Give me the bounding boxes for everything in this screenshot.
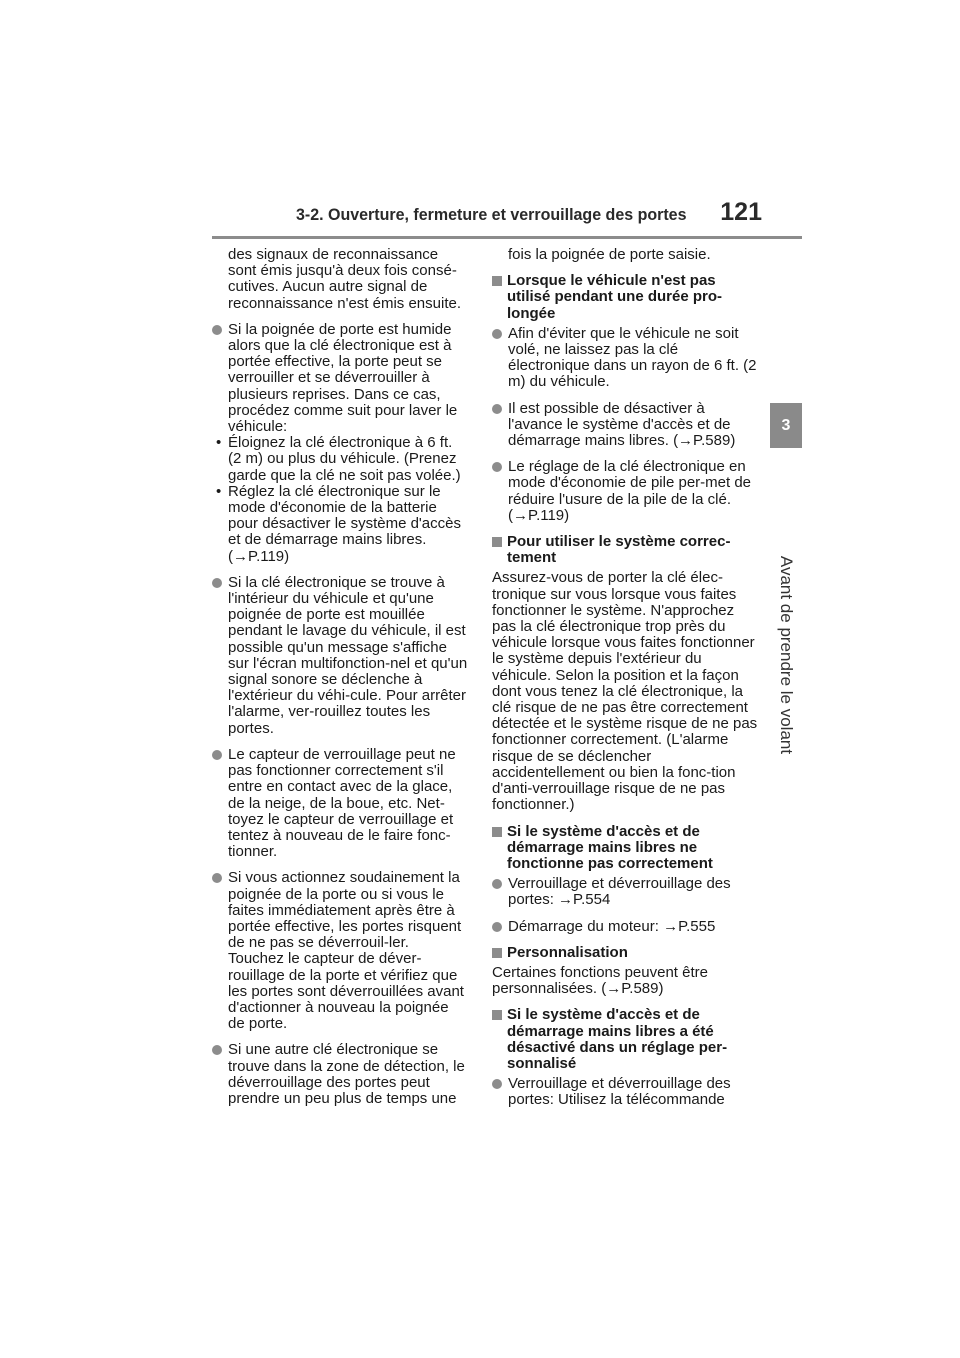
section-heading [492, 824, 758, 873]
bullet-dot-icon [212, 750, 222, 760]
bullet-text: Verrouillage et déverrouillage des portes: →P.554 [508, 875, 731, 909]
paragraph: Certaines fonctions peuvent être personnalisées. (→P.589) [492, 963, 708, 998]
sub-bullet-icon: • [216, 434, 222, 452]
section-heading-text: Pour utiliser le système correc-tement [507, 533, 731, 567]
bullet-dot-icon [212, 873, 222, 883]
square-marker-icon [492, 276, 502, 286]
page-number: 121 [720, 198, 762, 226]
chapter-title: 3-2. Ouverture, fermeture et verrouillage des portes [296, 206, 687, 224]
bullet-text: Le capteur de verrouillage peut ne pas fonctionner correctement s'il entre en contact avec de la glace, de la neige, de la boue, etc. Net-toyez le capteur de verrouillage et tentez à nouveau de le faire fonc-tionner. [228, 745, 456, 861]
section-heading [492, 273, 758, 322]
continued-text: des signaux de reconnaissance sont émis jusqu'à deux fois consé-cutives. Aucun autre signal de reconnaissance n'est émis ensuite. [228, 246, 461, 312]
list-item [492, 1076, 758, 1108]
bullet-dot-icon [212, 1045, 222, 1055]
section-heading-text: Si le système d'accès et de démarrage mains libres ne fonctionne pas correctement [507, 822, 713, 872]
paragraph: Assurez-vous de porter la clé élec-tronique sur vous lorsque vous faites fonctionner le système. N'approchez pas la clé électronique trop près du véhicule lorsque vous faites fonctionner le système depuis l'extérieur du véhicule. Selon la position et la façon dont vous tenez la clé électronique, la clé risque de ne pas être correctement détectée et le système risque de ne pas fonctionner correctement. (L'alarme risque de se déclencher accidentellement ou bien la fonc-tion d'anti-verrouillage risque de ne pas fonctionner.) [492, 569, 758, 814]
bullet-dot-icon [492, 1079, 502, 1089]
list-item [492, 919, 758, 935]
list-item [492, 326, 758, 391]
bullet-dot-icon [492, 462, 502, 472]
sub-list-item [212, 484, 468, 565]
bullet-dot-icon [492, 404, 502, 414]
right-column [492, 247, 758, 1119]
bullet-text: Si la clé électronique se trouve à l'intérieur du véhicule et qu'une poignée de porte est mouillée pendant le lavage du véhicule, il est possible qu'un message s'affiche sur l'écran multifonction-nel et qu'un signal sonore se déclenche à l'extérieur du véhi-cule. Pour arrêter l'alarme, ver-rouillez toutes les portes. [228, 573, 468, 737]
chapter-side-label: Avant de prendre le volant [777, 555, 796, 755]
bullet-text: Si une autre clé électronique se trouve dans la zone de détection, le déverrouillage des portes peut prendre un peu plus de temps une [228, 1041, 465, 1107]
bullet-text: Verrouillage et déverrouillage des portes: Utilisez la télécommande [508, 1075, 731, 1109]
list-item [212, 1042, 468, 1107]
page-header [212, 200, 802, 239]
left-column [212, 247, 468, 1117]
chapter-tab [770, 403, 802, 448]
bullet-dot-icon [212, 578, 222, 588]
section-heading-text: Si le système d'accès et de démarrage mains libres a été désactivé dans un réglage per-sonnalisé [507, 1006, 728, 1072]
square-marker-icon [492, 537, 502, 547]
bullet-text: Le réglage de la clé électronique en mode d'économie de pile per-met de réduire l'usure de la pile de la clé. (→P.119) [508, 458, 752, 524]
square-marker-icon [492, 827, 502, 837]
list-item [492, 876, 758, 908]
bullet-text: Afin d'éviter que le véhicule ne soit volé, ne laissez pas la clé électronique dans un rayon de 6 ft. (2 m) du véhicule. [508, 324, 757, 391]
section-heading-text: Lorsque le véhicule n'est pas utilisé pendant une durée pro-longée [507, 272, 723, 322]
list-item [212, 575, 468, 737]
bullet-dot-icon [492, 879, 502, 889]
bullet-text: Si vous actionnez soudainement la poignée de la porte ou si vous le faites immédiatement après être à portée effective, les portes risquent de ne pas se déverrouil-ler. Touchez le capteur de déver-rouillage de la porte et vérifiez que les portes sont déverrouillées avant d'actionner à nouveau la poignée de porte. [228, 869, 464, 1033]
section-heading [492, 945, 758, 961]
sub-bullet-icon: • [216, 482, 222, 500]
square-marker-icon [492, 948, 502, 958]
sub-bullet-text: Réglez la clé électronique sur le mode d'économie de la batterie pour désactiver le système d'accès et de démarrage mains libres. (→P.119) [228, 482, 461, 565]
list-item [492, 459, 758, 524]
sub-list-item [212, 435, 468, 484]
bullet-dot-icon [492, 922, 502, 932]
list-item [492, 401, 758, 450]
section-heading-text: Personnalisation [507, 943, 628, 961]
section-heading [492, 534, 758, 566]
continued-text: fois la poignée de porte saisie. [508, 246, 711, 263]
bullet-text: Si la poignée de porte est humide alors que la clé électronique est à portée effective, la porte peut se verrouiller et se déverrouiller à plusieurs reprises. Dans ce cas, procédez comme suit pour laver le véhicule: [228, 320, 458, 436]
bullet-dot-icon [212, 325, 222, 335]
bullet-text: Il est possible de désactiver à l'avance le système d'accès et de démarrage mains libres. (→P.589) [508, 399, 736, 450]
bullet-text: Démarrage du moteur: →P.555 [508, 917, 716, 935]
chapter-tab-number: 3 [781, 416, 791, 434]
square-marker-icon [492, 1010, 502, 1020]
sub-bullet-text: Éloignez la clé électronique à 6 ft. (2 m) ou plus du véhicule. (Prenez garde que la clé ne soit pas volée.) [228, 434, 461, 484]
section-heading [492, 1007, 758, 1072]
list-item [212, 322, 468, 435]
bullet-dot-icon [492, 329, 502, 339]
list-item [212, 870, 468, 1032]
list-item [212, 747, 468, 860]
